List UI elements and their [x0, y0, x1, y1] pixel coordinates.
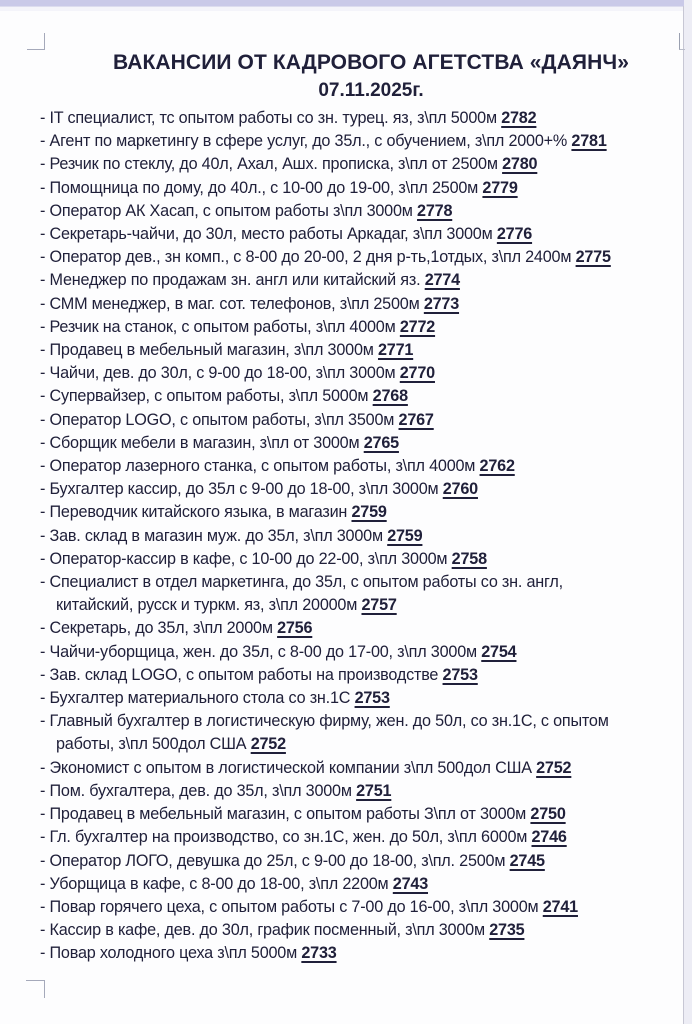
vacancy-text: - Экономист с опытом в логистической компании з\пл 500дол США — [40, 758, 532, 777]
vacancy-text: - Оператор АК Хасап, с опытом работы з\пл 3000м — [40, 201, 413, 220]
vacancy-id: 2767 — [398, 410, 434, 429]
vacancy-text: - Секретарь, до 35л, з\пл 2000м — [40, 619, 273, 638]
vacancy-id: 2756 — [277, 619, 313, 638]
vacancy-id: 2743 — [392, 874, 429, 893]
vacancy-item — [40, 548, 692, 571]
vacancy-id: 2760 — [442, 480, 478, 499]
vacancy-id: 2779 — [482, 178, 518, 197]
vacancy-id: 2733 — [301, 944, 337, 963]
vacancy-text: - Секретарь-чайчи, до 30л, место работы Аркадаг, з\пл 3000м — [40, 225, 493, 244]
vacancy-text: - Оператор LOGO, с опытом работы, з\пл 3500м — [40, 410, 395, 429]
vacancy-item — [40, 803, 692, 826]
vacancy-item — [40, 733, 692, 756]
vacancy-text: - Резчик по стеклу, до 40л, Ахал, Ашх. прописка, з\пл от 2500м — [40, 155, 498, 174]
vacancy-text: - Зав. склад LOGO, с опытом работы на производстве — [40, 665, 439, 684]
vacancy-text: - Продавец в мебельный магазин, з\пл 3000м — [40, 341, 374, 360]
vacancy-id: 2757 — [361, 596, 397, 615]
vacancy-text: - Главный бухгалтер в логистическую фирму, жен. до 50л, со зн.1С, с опытом — [40, 712, 609, 731]
vacancy-item — [40, 617, 692, 640]
vacancy-id: 2771 — [377, 341, 414, 360]
margin-crop-mark-top-right — [679, 33, 685, 50]
vacancy-item — [40, 246, 692, 269]
vacancy-text: работы, з\пл 500дол США — [56, 735, 247, 754]
vacancy-text: - IT специалист, тс опытом работы со зн. турец. яз, з\пл 5000м — [40, 109, 497, 127]
vacancy-item — [40, 455, 692, 478]
vacancy-text: - Чайчи-уборщица, жен. до 35л, с 8-00 до 17-00, з\пл 3000м — [40, 642, 477, 661]
vacancy-text: китайский, русск и туркм. яз, з\пл 20000м — [56, 596, 358, 615]
vacancy-item — [40, 293, 692, 316]
vacancy-id: 2752 — [536, 758, 572, 777]
vacancy-text: - Помощница по дому, до 40л., с 10-00 до 19-00, з\пл 2500м — [40, 178, 479, 197]
document-page — [40, 49, 692, 966]
vacancy-text: - Переводчик китайского языка, в магазин — [40, 503, 348, 522]
vacancy-item — [40, 873, 692, 896]
vacancy-id: 2754 — [481, 642, 517, 661]
vacancy-text: - Пом. бухгалтера, дев. до 35л, з\пл 3000м — [40, 781, 352, 800]
vacancy-id: 2750 — [530, 805, 566, 824]
vacancy-text: - Оператор ЛОГО, девушка до 25л, с 9-00 до 18-00, з\пл. 2500м — [40, 851, 506, 870]
vacancy-id: 2782 — [501, 109, 537, 127]
vacancy-item — [40, 200, 692, 223]
vacancy-id: 2776 — [496, 225, 533, 244]
vacancy-text: - Сборщик мебели в магазин, з\пл от 3000м — [40, 433, 360, 452]
vacancy-item — [40, 409, 692, 432]
vacancy-text: - Уборщица в кафе, с 8-00 до 18-00, з\пл 2200м — [40, 874, 389, 893]
vacancy-id: 2774 — [424, 271, 460, 290]
vacancy-text: - Кассир в кафе, дев. до 30л, график посменный, з\пл 3000м — [40, 921, 485, 940]
vacancy-item — [40, 942, 692, 965]
vacancy-id: 2746 — [531, 828, 567, 847]
vacancy-id: 2762 — [479, 457, 515, 476]
window-top-bar — [0, 0, 692, 7]
vacancy-item — [40, 757, 692, 780]
vacancy-id: 2753 — [442, 665, 478, 684]
vacancy-id: 2735 — [489, 921, 525, 940]
vacancy-id: 2772 — [399, 317, 436, 336]
vacancy-text: - Чайчи, дев. до 30л, с 9-00 до 18-00, з\пл 3000м — [40, 364, 396, 383]
vacancy-text: - Повар холодного цеха з\пл 5000м — [40, 944, 298, 963]
vacancy-id: 2759 — [351, 503, 387, 522]
vacancy-item — [40, 919, 692, 942]
vacancy-text: - Специалист в отдел маркетинга, до 35л, с опытом работы со зн. англ, — [40, 573, 563, 592]
vacancy-item — [40, 362, 692, 385]
vacancy-item — [40, 501, 692, 524]
vacancy-item — [40, 316, 692, 339]
vacancy-text: - СММ менеджер, в маг. сот. телефонов, з\пл 2500м — [40, 294, 420, 313]
vacancy-item — [40, 269, 692, 292]
vacancy-item — [40, 850, 692, 873]
vacancy-text: - Зав. склад в магазин муж. до 35л, з\пл 3000м — [40, 526, 383, 545]
vacancy-item — [40, 223, 692, 246]
page-title: ВАКАНСИИ ОТ КАДРОВОГО АГЕТСТВА «ДАЯНЧ» — [113, 51, 629, 74]
vacancy-item — [40, 664, 692, 687]
margin-crop-mark-bottom-left — [26, 980, 45, 998]
vacancy-item — [40, 385, 692, 408]
vacancy-list — [40, 107, 692, 966]
margin-crop-mark-top-left — [27, 33, 45, 50]
vacancy-id: 2780 — [502, 155, 538, 174]
vacancy-id: 2752 — [250, 735, 286, 754]
vacancy-id: 2745 — [509, 851, 545, 870]
vacancy-id: 2765 — [363, 433, 399, 452]
vacancy-id: 2773 — [423, 294, 460, 313]
vacancy-id: 2758 — [451, 549, 487, 568]
vacancy-id: 2759 — [387, 526, 423, 545]
vacancy-text: - Супервайзер, с опытом работы, з\пл 5000м — [40, 387, 369, 406]
vacancy-id: 2751 — [356, 781, 392, 800]
vacancy-item — [40, 594, 692, 617]
vacancy-item — [40, 641, 692, 664]
vacancy-text: - Агент по маркетингу в сфере услуг, до 35л., с обучением, з\пл 2000+% — [40, 132, 568, 151]
vacancy-text: - Оператор лазерного станка, с опытом работы, з\пл 4000м — [40, 457, 476, 476]
vacancy-id: 2781 — [571, 132, 607, 151]
vacancy-text: - Бухгалтер материального стола со зн.1С — [40, 689, 351, 708]
date-heading: 07.11.2025г. — [318, 80, 424, 101]
vacancy-id: 2778 — [417, 201, 453, 220]
vacancy-item — [40, 339, 692, 362]
vacancy-item — [40, 826, 692, 849]
vacancy-text: - Оператор-кассир в кафе, с 10-00 до 22-00, з\пл 3000м — [40, 549, 448, 568]
vacancy-item — [40, 896, 692, 919]
vacancy-text: - Повар горячего цеха, с опытом работы с 7-00 до 16-00, з\пл 3000м — [40, 897, 539, 916]
vacancy-text: - Гл. бухгалтер на производство, со зн.1С, жен. до 50л, з\пл 6000м — [40, 828, 528, 847]
vacancy-item — [40, 571, 692, 594]
vacancy-item — [40, 687, 692, 710]
vacancy-item — [40, 107, 692, 130]
vacancy-item — [40, 525, 692, 548]
vacancy-item — [40, 153, 692, 176]
vacancy-text: - Менеджер по продажам зн. англ или китайский яз. — [40, 271, 421, 290]
vacancy-text: - Бухгалтер кассир, до 35л с 9-00 до 18-00, з\пл 3000м — [40, 480, 439, 499]
vacancy-id: 2775 — [575, 248, 611, 267]
vacancy-id: 2753 — [354, 689, 390, 708]
vacancy-text: - Оператор дев., зн комп., с 8-00 до 20-00, 2 дня р-ть,1отдых, з\пл 2400м — [40, 248, 572, 267]
vacancy-item — [40, 780, 692, 803]
vacancy-id: 2768 — [372, 387, 408, 406]
vacancy-item — [40, 710, 692, 733]
vacancy-id: 2741 — [542, 897, 578, 916]
vacancy-item — [40, 432, 692, 455]
vacancy-item — [40, 177, 692, 200]
vacancy-item — [40, 478, 692, 501]
vacancy-item — [40, 130, 692, 153]
vacancy-text: - Продавец в мебельный магазин, с опытом работы З\пл от 3000м — [40, 805, 527, 824]
top-bar-shadow — [0, 7, 692, 11]
vacancy-id: 2770 — [399, 364, 435, 383]
vacancy-text: - Резчик на станок, с опытом работы, з\пл 4000м — [40, 317, 396, 336]
